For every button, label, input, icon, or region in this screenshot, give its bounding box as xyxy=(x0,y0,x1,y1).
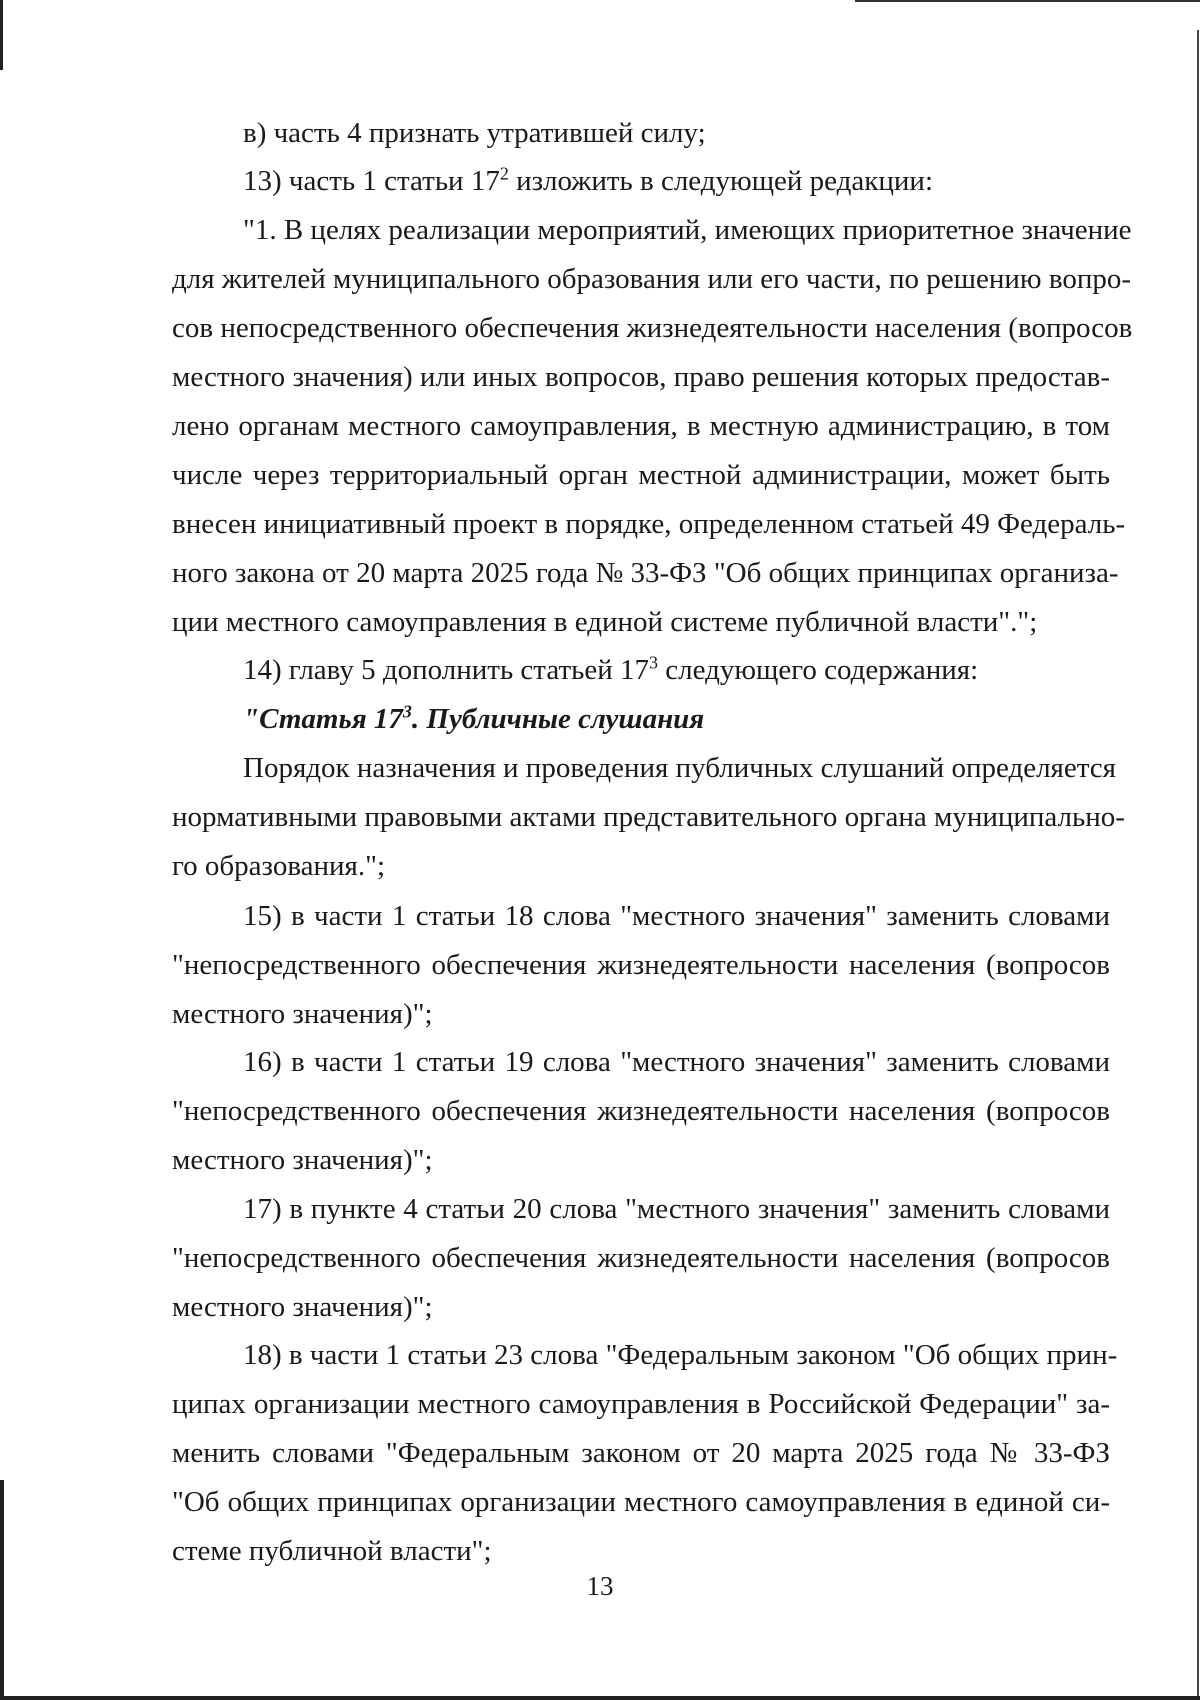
quote-line-5: лено органам местного самоуправления, в местную администрацию, в том xyxy=(172,410,1110,442)
hearings-line-2: нормативными правовыми актами представительного органа муниципально- xyxy=(172,801,1125,833)
paragraph-15-line-3: местного значения)"; xyxy=(172,998,433,1030)
paragraph-18-line-2: ципах организации местного самоуправления в Российской Федерации" за- xyxy=(172,1388,1110,1420)
scan-border-top xyxy=(855,0,1200,2)
superscript: 3 xyxy=(649,652,658,673)
paragraph-13-line-1: 13) часть 1 статьи $17^2$ изложить в следующей редакции: xyxy=(243,163,933,197)
paragraph-16-line-2: "непосредственного обеспечения жизнедеятельности населения (вопросов xyxy=(172,1095,1110,1127)
quote-line-7: внесен инициативный проект в порядке, определенном статьей 49 Федераль- xyxy=(172,508,1126,540)
paragraph-17-line-2: "непосредственного обеспечения жизнедеятельности населения (вопросов xyxy=(172,1242,1110,1274)
scan-border-left-top xyxy=(0,0,3,70)
paragraph-18-line-3: менить словами "Федеральным законом от 20 марта 2025 года № 33-ФЗ xyxy=(172,1437,1110,1469)
paragraph-17-line-3: местного значения)"; xyxy=(172,1291,433,1323)
paragraph-18-line-4: "Об общих принципах организации местного самоуправления в единой си- xyxy=(172,1486,1110,1518)
hearings-line-1: Порядок назначения и проведения публичных слушаний определяется xyxy=(243,752,1117,784)
paragraph-17-line-1: 17) в пункте 4 статьи 20 слова "местного значения" заменить словами xyxy=(243,1193,1110,1225)
quote-line-9: ции местного самоуправления в единой системе публичной власти"."; xyxy=(172,606,1038,638)
paragraph-16-line-1: 16) в части 1 статьи 19 слова "местного значения" заменить словами xyxy=(243,1046,1110,1078)
quote-line-2: для жителей муниципального образования или его части, по решению вопро- xyxy=(172,263,1132,295)
quote-line-6: числе через территориальный орган местной администрации, может быть xyxy=(172,459,1110,491)
paragraph-16-line-3: местного значения)"; xyxy=(172,1144,433,1176)
hearings-line-3: го образования."; xyxy=(172,850,386,882)
paragraph-15-line-2: "непосредственного обеспечения жизнедеятельности населения (вопросов xyxy=(172,949,1110,981)
superscript: 3 xyxy=(402,701,412,722)
scan-border-right xyxy=(1197,30,1199,1700)
scan-border-bottom xyxy=(0,1696,1200,1700)
superscript: 2 xyxy=(499,163,509,184)
paragraph-18-line-1: 18) в части 1 статьи 23 слова "Федеральным законом "Об общих прин- xyxy=(243,1339,1118,1371)
paragraph-15-line-1: 15) в части 1 статьи 18 слова "местного значения" заменить словами xyxy=(243,900,1110,932)
page-number: 13 xyxy=(586,1571,614,1601)
quote-line-4: местного значения) или иных вопросов, право решения которых предостав- xyxy=(172,361,1110,393)
paragraph-14-line-1: 14) главу 5 дополнить статьей $17^3$ следующего содержания: xyxy=(243,652,979,686)
paragraph-v-line-1: в) часть 4 признать утратившей силу; xyxy=(243,117,706,149)
paragraph-18-line-5: стеме публичной власти"; xyxy=(172,1535,492,1567)
quote-line-1: "1. В целях реализации мероприятий, имеющих приоритетное значение xyxy=(243,214,1132,246)
quote-line-8: ного закона от 20 марта 2025 года № 33-ФЗ "Об общих принципах организа- xyxy=(172,557,1119,589)
quote-line-3: сов непосредственного обеспечения жизнедеятельности населения (вопросов xyxy=(172,312,1133,344)
article-heading: "Статья $17^3$. Публичные слушания xyxy=(243,701,705,735)
